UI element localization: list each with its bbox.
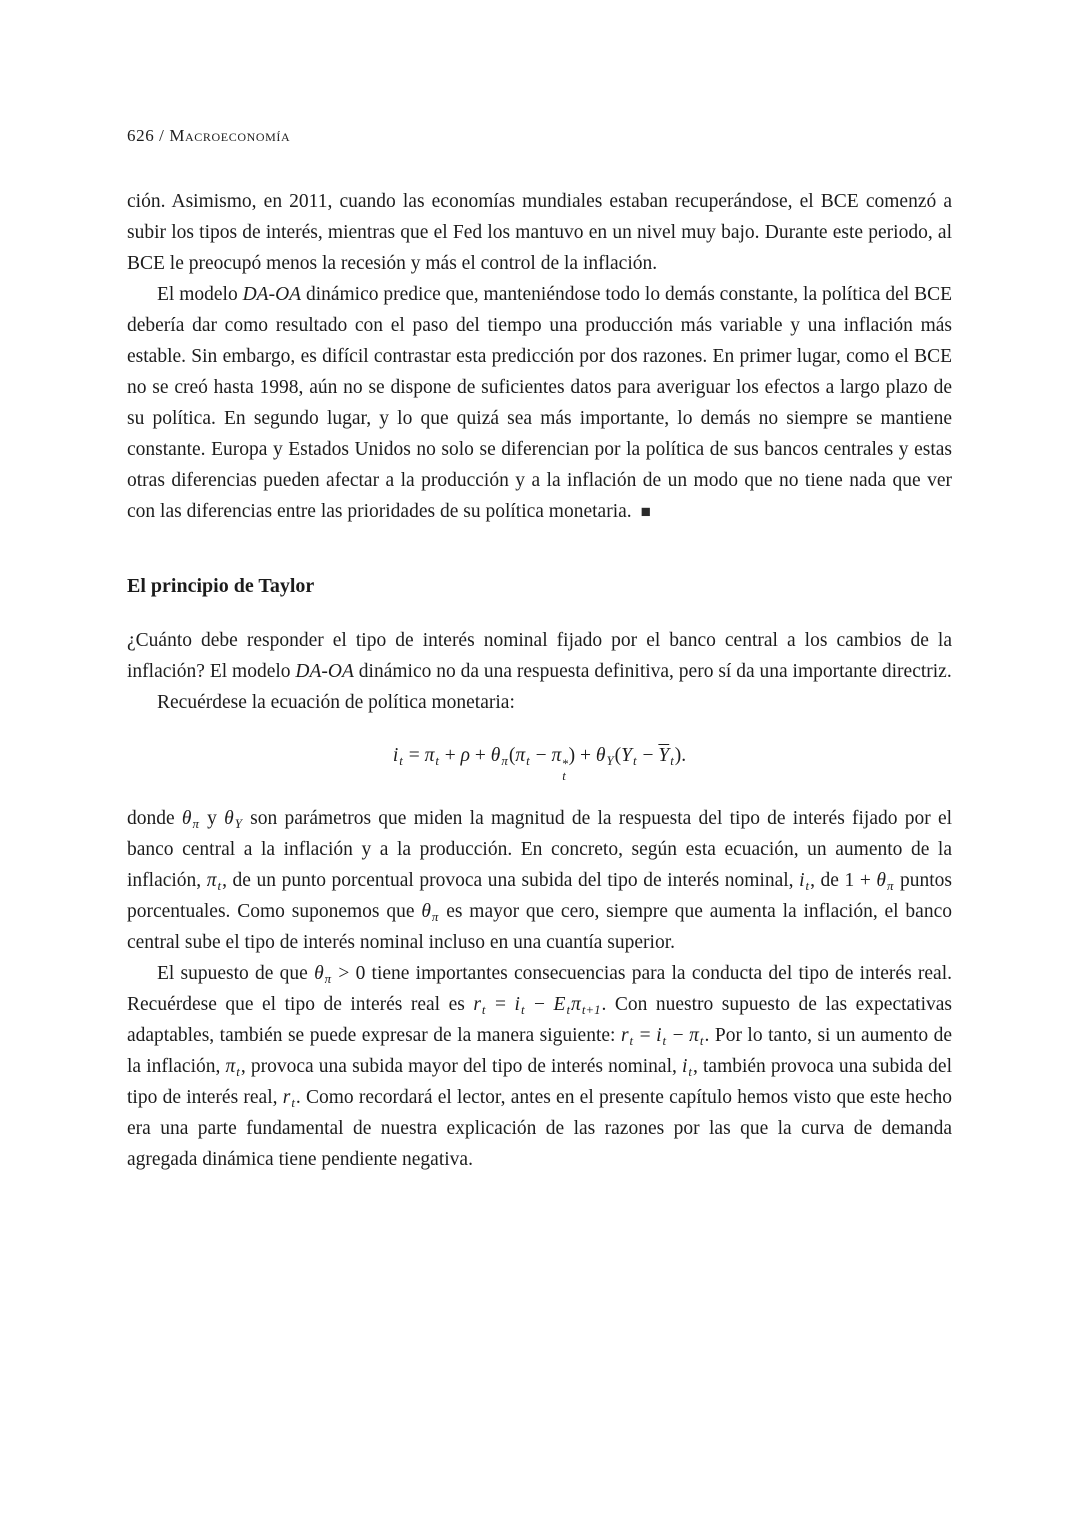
- italic-text: π: [689, 1024, 699, 1046]
- text-segment: +: [470, 745, 491, 766]
- italic-text: DA-OA: [242, 284, 302, 305]
- text-segment: Recuérdese la ecuación de política monetaria:: [157, 692, 515, 713]
- paragraph-real-interest-rate: [127, 958, 952, 1175]
- italic-text: π: [515, 745, 526, 766]
- paragraph-continuation: [127, 186, 952, 279]
- math-subscript: t+1: [581, 1002, 601, 1017]
- text-segment: puntos porcentuales. Como suponemos que: [127, 869, 953, 922]
- italic-text: Y: [621, 745, 633, 766]
- text-segment: −: [530, 745, 552, 766]
- math-subscript: t: [217, 878, 222, 893]
- text-segment: > 0 tiene importantes consecuencias para la conducta del tipo de interés real. Recuérdese que el tipo de interés real es: [127, 962, 952, 1015]
- text-segment: ción. Asimismo, en 2011, cuando las economías mundiales estaban recuperándose, el BCE comenzó a subir los tipos de interés, mientras que el Fed los mantuvo en un nivel muy bajo. Durante este periodo, al BCE le preocupó menos la recesión y más el control de la inflación.: [127, 191, 952, 274]
- text-segment: es mayor que cero, siempre que aumenta la inflación, el banco central sube el tipo de interés nominal incluso en una cuantía superior.: [127, 900, 952, 953]
- paragraph-parameters-explanation: [127, 803, 952, 958]
- text-segment: , de un punto porcentual provoca una subida del tipo de interés nominal,: [222, 869, 800, 891]
- text-segment: El modelo: [157, 284, 243, 305]
- italic-text: i: [514, 993, 520, 1015]
- math-subscript: π: [192, 816, 199, 831]
- italic-text: π: [551, 745, 562, 766]
- text-segment: son parámetros que miden la magnitud de la respuesta del tipo de interés fijado por el banco central a la inflación y a la producción. En concreto, según esta ecuación, un aumento de la inflación,: [127, 807, 953, 891]
- italic-text: θ: [314, 962, 324, 984]
- text-segment: ) +: [568, 745, 596, 766]
- italic-text: i: [392, 745, 399, 766]
- italic-text: ρ: [460, 745, 471, 766]
- text-segment: (: [508, 745, 516, 766]
- paragraph-da-oa-prediction: [127, 279, 952, 527]
- text-segment: donde: [127, 807, 182, 829]
- text-segment: . Por lo tanto, si un aumento de la inflación,: [127, 1024, 952, 1077]
- italic-text: π: [571, 993, 581, 1015]
- text-segment: ).: [674, 745, 687, 766]
- italic-text: i: [656, 1024, 662, 1046]
- text-segment: =: [403, 745, 425, 766]
- math-subscript: t: [520, 1002, 525, 1017]
- page-body: [127, 186, 952, 1175]
- math-subscript: t: [236, 1064, 240, 1079]
- math-subscript: t: [699, 1033, 704, 1048]
- italic-text: π: [206, 869, 217, 891]
- math-subscript: t: [291, 1095, 295, 1110]
- text-segment: y: [199, 807, 225, 829]
- math-subscript: Y: [234, 816, 242, 831]
- text-segment: El supuesto de que: [157, 962, 315, 984]
- italic-text: θ: [876, 869, 886, 891]
- paragraph-taylor-intro: [127, 625, 952, 687]
- italic-text: DA-OA: [295, 661, 354, 682]
- math-subscript: π: [886, 878, 894, 893]
- italic-text: π: [424, 745, 435, 766]
- math-subscript: t: [435, 754, 439, 769]
- text-segment: +: [439, 745, 461, 766]
- italic-text: i: [799, 869, 805, 891]
- italic-text: θ: [224, 807, 234, 829]
- text-segment: −: [667, 1024, 690, 1046]
- text-segment: ¿Cuánto debe responder el tipo de interés nominal fijado por el banco central a los cambios de la inflación? El modelo: [127, 630, 952, 682]
- monetary-policy-equation: [127, 740, 952, 783]
- math-subscript: Y: [606, 754, 614, 769]
- end-of-section-marker: ■: [640, 502, 651, 521]
- math-subscript: t: [662, 1033, 667, 1048]
- paragraph-equation-lead-in: [127, 687, 952, 718]
- italic-text: θ: [181, 807, 192, 829]
- italic-text: r: [282, 1086, 291, 1108]
- text-segment: =: [634, 1024, 657, 1046]
- text-segment: , de 1 +: [810, 869, 877, 891]
- sup-sub-stack: * t: [562, 757, 569, 784]
- text-segment: . Como recordará el lector, antes en el presente capítulo hemos visto que este hecho era una parte fundamental de nuestra explicación de las razones por las que la curva de demanda agregada dinámica tiene pendiente negativa.: [127, 1086, 952, 1170]
- text-segment: . Con nuestro supuesto de las expectativas adaptables, también se puede expresar de la manera siguiente:: [127, 993, 953, 1046]
- math-subscript: t: [688, 1064, 692, 1079]
- section-heading: El principio de Taylor: [127, 575, 315, 597]
- italic-text: r: [473, 993, 481, 1015]
- text-segment: −: [637, 745, 659, 766]
- italic-text: E: [553, 993, 566, 1015]
- math-subscript: π: [431, 909, 439, 924]
- text-segment: =: [486, 993, 515, 1015]
- math-subscript: t: [526, 754, 530, 769]
- italic-text: θ: [595, 745, 606, 766]
- running-head: 626 / Macroeconomía: [127, 126, 291, 145]
- text-segment: −: [525, 993, 554, 1015]
- math-subscript: t: [670, 754, 674, 769]
- italic-text: i: [682, 1055, 688, 1077]
- math-subscript: t: [629, 1033, 634, 1048]
- math-subscript: π: [324, 971, 332, 986]
- math-subscript: t: [805, 878, 810, 893]
- overline-variable: $\overline{Y}$: [658, 745, 670, 766]
- text-segment: dinámico no da una respuesta definitiva, pero sí da una importante directriz.: [353, 661, 952, 682]
- math-subscript: t: [399, 754, 403, 769]
- math-subscript: π: [501, 754, 508, 769]
- italic-text: θ: [490, 745, 501, 766]
- text-segment: , provoca una subida mayor del tipo de interés nominal,: [240, 1055, 682, 1077]
- italic-text: θ: [421, 900, 431, 922]
- italic-text: π: [225, 1055, 236, 1077]
- math-subscript: t: [633, 754, 637, 769]
- italic-text: r: [620, 1024, 629, 1046]
- math-subscript: t: [481, 1002, 486, 1017]
- math-subscript: t: [566, 1002, 571, 1017]
- text-segment: (: [614, 745, 622, 766]
- text-segment: , también provoca una subida del tipo de interés real,: [127, 1055, 952, 1108]
- text-segment: dinámico predice que, manteniéndose todo lo demás constante, la política del BCE debería dar como resultado con el paso del tiempo una producción más variable y una inflación más estable. Sin embargo, es difícil contrastar esta predicción por dos razones. En primer lugar, como el BCE no se creó hasta 1998, aún no se dispone de suficientes datos para averiguar los efectos a largo plazo de su política. En segundo lugar, y lo que quizá sea más importante, lo demás no siempre se mantiene constante. Europa y Estados Unidos no solo se diferencian por la política de sus bancos centrales y estas otras diferencias pueden afectar a la producción y a la inflación de un modo que no tiene nada que ver con las diferencias entre las prioridades de su política monetaria.: [127, 284, 952, 522]
